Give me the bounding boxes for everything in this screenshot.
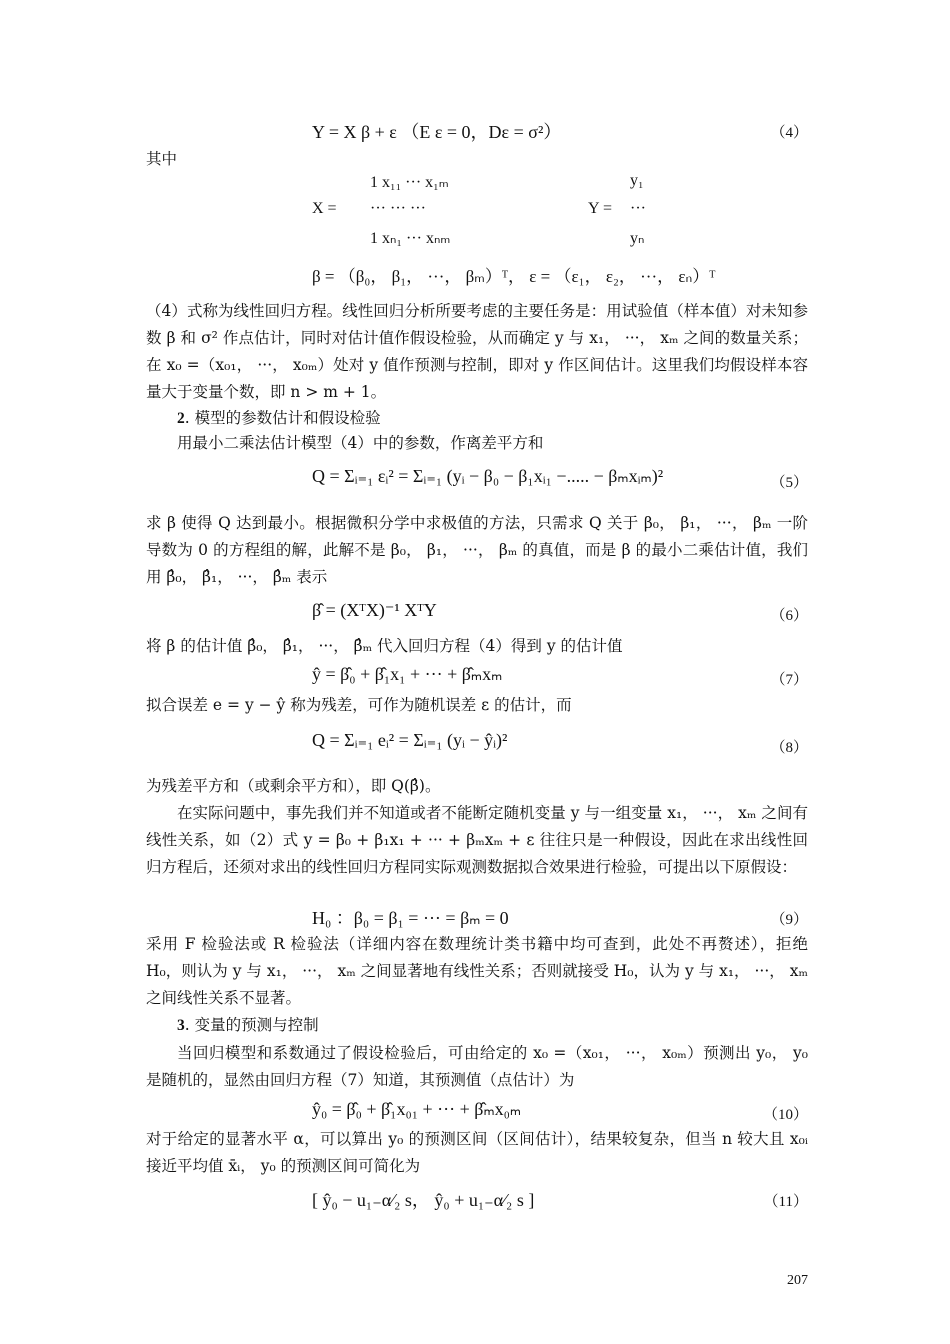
section-2-heading <box>177 406 381 428</box>
matrix-x-row2: ··· ··· ··· <box>370 200 426 217</box>
paragraph-substitute: 将 β 的估计值 β̂₀， β̂₁， ···， β̂ₘ 代入回归方程（4）得到 y 的估计值 <box>146 637 623 655</box>
equation-6: β̂ = (XᵀX)⁻¹ XᵀY <box>312 600 437 620</box>
paragraph-prediction: 当回归模型和系数通过了假设检验后，可由给定的 x₀ =（x₀₁， ···， x₀ₘ）预测出 y₀， y₀ 是随机的，显然由回归方程（7）知道，其预测值（点估计）为 <box>146 1044 808 1089</box>
equation-11: [ ŷ₀ − u₁₋α⁄₂ s， ŷ₀ + u₁₋α⁄₂ s ] <box>312 1190 535 1210</box>
equation-7: ŷ = β̂₀ + β̂₁x₁ + ··· + β̂ₘxₘ <box>312 664 503 684</box>
matrix-x-row1: 1 x₁₁ ··· x₁ₘ <box>370 174 449 191</box>
equation-11-number: （11） <box>763 1194 808 1210</box>
equation-5: Q = Σᵢ₌₁ εᵢ² = Σᵢ₌₁ (yᵢ − β₀ − β₁xᵢ₁ −..... − βₘxᵢₘ)² <box>312 466 664 486</box>
section-3-number: 3 <box>177 1017 185 1034</box>
equation-6-number: （6） <box>770 608 808 624</box>
matrix-y-row2: ··· <box>630 200 646 217</box>
beta-epsilon-vectors: β = （β₀， β₁， ···， βₘ）ᵀ， ε = （ε₁， ε₂， ···， εₙ）ᵀ <box>312 267 716 286</box>
equation-8-number: （8） <box>770 740 808 756</box>
section-2-title: . 模型的参数估计和假设检验 <box>184 409 381 427</box>
matrix-x-row3: 1 xₙ₁ ··· xₙₘ <box>370 230 451 247</box>
equation-9-number: （9） <box>770 912 808 928</box>
where-label: 其中 <box>146 150 178 168</box>
equation-9: H₀ ：β₀ = β₁ = ··· = βₘ = 0 <box>312 908 509 928</box>
matrix-y-row1: y₁ <box>630 172 644 189</box>
paragraph-prediction-interval: 对于给定的显著水平 α，可以算出 y₀ 的预测区间（区间估计），结果较复杂，但当 n 较大且 x₀ᵢ 接近平均值 x̄ᵢ， y₀ 的预测区间可简化为 <box>146 1130 808 1175</box>
paragraph-residual: 拟合误差 e = y − ŷ 称为残差，可作为随机误差 ε 的估计，而 <box>146 696 572 714</box>
equation-4-number: （4） <box>770 125 808 141</box>
matrix-x-lhs: X = <box>312 200 337 217</box>
matrix-y-row3: yₙ <box>630 230 645 247</box>
matrix-y-lhs: Y = <box>588 200 612 217</box>
paragraph-regression-intro: （4）式称为线性回归方程。线性回归分析所要考虑的主要任务是：用试验值（样本值）对未知参数 β 和 σ² 作点估计，同时对估计值作假设检验，从而确定 y 与 x₁， ···， xₘ 之间的数量关系；在 x₀ =（x₀₁， ···， x₀ₘ）处对 y 值作预测与控制，即对 y 作区间估计。这里我们均假设样本容量大于变量个数，即 n > m + 1。 <box>146 302 808 401</box>
section-3-heading <box>177 1013 319 1035</box>
equation-10: ŷ₀ = β̂₀ + β̂₁x₀₁ + ··· + β̂ₘx₀ₘ <box>312 1099 522 1119</box>
section-2-number: 2 <box>177 410 185 427</box>
equation-8: Q = Σᵢ₌₁ eᵢ² = Σᵢ₌₁ (yᵢ − ŷᵢ)² <box>312 730 508 750</box>
section-3-title: . 变量的预测与控制 <box>184 1016 319 1034</box>
page-number: 207 <box>787 1273 808 1288</box>
paragraph-hypothesis-intro: 在实际问题中，事先我们并不知道或者不能断定随机变量 y 与一组变量 x₁， ···， xₘ 之间有线性关系，如（2）式 y = β₀ + β₁x₁ + ··· + βₘxₘ + ε 往往只是一种假设，因此在求出线性回归方程后，还须对求出的线性回归方程同实际观测数据拟合效果进行检验，可提出以下原假设： <box>146 804 808 876</box>
paragraph-least-squares: 用最小二乘法估计模型（4）中的参数，作离差平方和 <box>177 434 544 452</box>
paragraph-residual-sum: 为残差平方和（或剩余平方和），即 Q(β̂)。 <box>146 777 441 795</box>
paragraph-minimize-q: 求 β 使得 Q 达到最小。根据微积分学中求极值的方法，只需求 Q 关于 β₀， β₁， ···， βₘ 一阶导数为 0 的方程组的解，此解不是 β₀， β₁， ···， βₘ 的真值，而是 β 的最小二乘估计值，我们用 β̂₀， β̂₁， ···， β̂ₘ 表示 <box>146 514 808 586</box>
equation-5-number: （5） <box>770 475 808 491</box>
equation-7-number: （7） <box>770 672 808 688</box>
equation-4: Y = X β + ε （E ε = 0，Dε = σ²） <box>312 122 562 142</box>
equation-10-number: （10） <box>762 1107 808 1123</box>
paragraph-f-test: 采用 F 检验法或 R 检验法（详细内容在数理统计类书籍中均可查到，此处不再赘述），拒绝 H₀，则认为 y 与 x₁， ···， xₘ 之间显著地有线性关系；否则就接受 H₀，认为 y 与 x₁， ···， xₘ 之间线性关系不显著。 <box>146 935 808 1007</box>
